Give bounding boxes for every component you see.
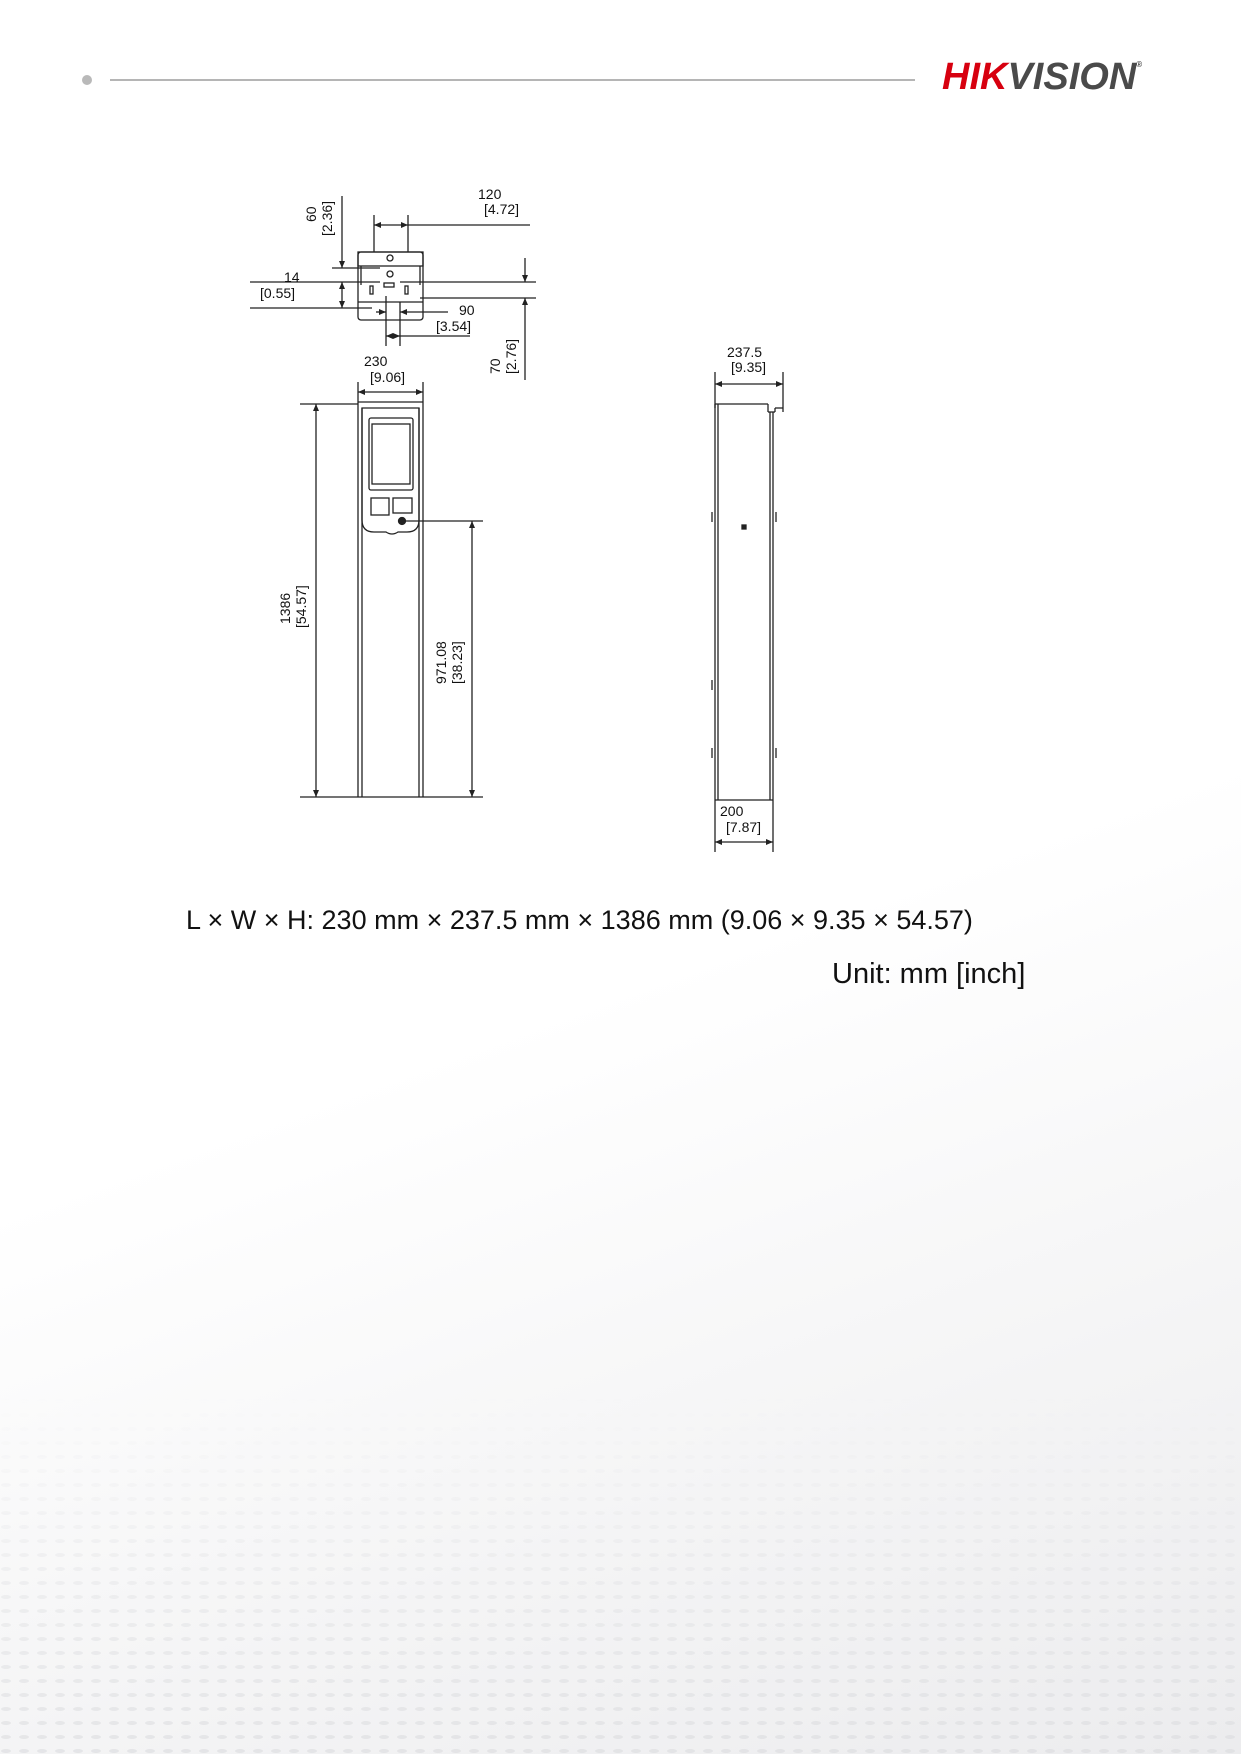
dim-237-mm: 237.5 xyxy=(727,344,763,360)
dim-1386-inch: [54.57] xyxy=(293,585,309,628)
dim-70-inch: [2.76] xyxy=(503,338,519,374)
dim-200-inch: [7.87] xyxy=(726,819,762,835)
dim-230-mm: 230 xyxy=(364,353,388,369)
dim-60-mm: 60 xyxy=(303,206,319,222)
logo-registered-mark: ® xyxy=(1136,60,1143,70)
dim-120-mm: 120 xyxy=(478,186,502,202)
dim-60-inch: [2.36] xyxy=(319,200,335,236)
dim-237-inch: [9.35] xyxy=(731,359,767,375)
front-view xyxy=(300,382,483,797)
dim-230-inch: [9.06] xyxy=(370,369,406,385)
dim-14-inch: [0.55] xyxy=(260,285,296,301)
unit-note: Unit: mm [inch] xyxy=(832,958,1026,990)
dimensions-caption: L × W × H: 230 mm × 237.5 mm × 1386 mm (9.06 × 9.35 × 54.57) xyxy=(186,905,973,935)
dotted-background-pattern xyxy=(0,1394,1241,1754)
dim-90-inch: [3.54] xyxy=(436,318,472,334)
dim-90-mm: 90 xyxy=(459,302,475,318)
dim-1386-mm: 1386 xyxy=(277,592,293,624)
dim-14-mm: 14 xyxy=(284,269,300,285)
dim-971-mm: 971.08 xyxy=(433,641,449,684)
side-view xyxy=(712,372,783,852)
dim-971-inch: [38.23] xyxy=(449,641,465,684)
logo-brand-red: HIK xyxy=(942,56,1008,98)
dim-120-inch: [4.72] xyxy=(484,201,520,217)
dim-200-mm: 200 xyxy=(720,803,744,819)
logo-brand-gray: VISION xyxy=(1007,56,1137,98)
dim-70-mm: 70 xyxy=(487,358,503,374)
